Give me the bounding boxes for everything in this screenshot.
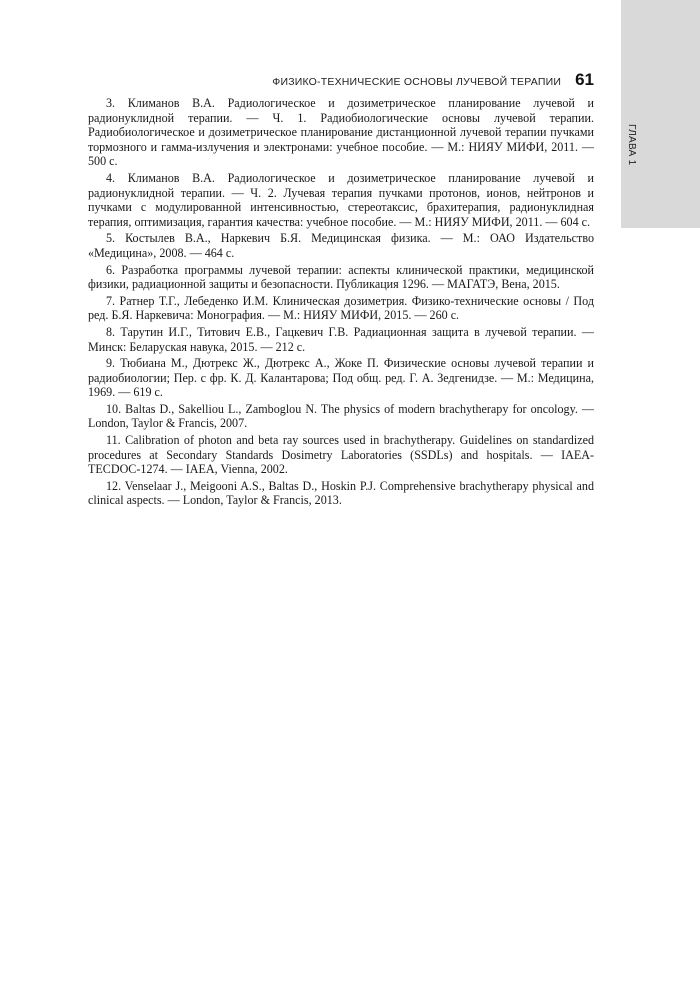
reference-item: 7. Ратнер Т.Г., Лебеденко И.М. Клиническая дозиметрия. Физико-технические основы / Под ред. Б.Я. Наркевича: Монография. — М.: НИЯУ МИФИ, 2015. — 260 с. — [88, 293, 594, 323]
reference-item: 10. Baltas D., Sakelliou L., Zamboglou N. The physics of modern brachytherapy for oncology. — London, Taylor & Francis, 2007. — [88, 401, 594, 431]
chapter-label: ГЛАВА 1 — [626, 124, 637, 166]
running-header-title: ФИЗИКО-ТЕХНИЧЕСКИЕ ОСНОВЫ ЛУЧЕВОЙ ТЕРАПИИ — [272, 76, 562, 88]
reference-list — [88, 96, 594, 510]
running-header — [272, 70, 594, 90]
page-number: 61 — [575, 70, 594, 89]
reference-item: 12. Venselaar J., Meigooni A.S., Baltas D., Hoskin P.J. Comprehensive brachytherapy physical and clinical aspects. — London, Taylor & Francis, 2013. — [88, 478, 594, 508]
reference-item: 4. Климанов В.А. Радиологическое и дозиметрическое планирование лучевой и радионуклидной терапии. — Ч. 2. Лучевая терапия пучками протонов, ионов, нейтронов и пучками с модулированной интенсивностью, стереотаксис, брахитерапия, радионуклидная терапия, оптимизация, гарантия качества: учебное пособие. — М.: НИЯУ МИФИ, 2011. — 604 с. — [88, 170, 594, 229]
reference-item: 6. Разработка программы лучевой терапии: аспекты клинической практики, медицинской физики, радиационной защиты и безопасности. Публикация 1296. — МАГАТЭ, Вена, 2015. — [88, 262, 594, 292]
reference-item: 11. Calibration of photon and beta ray sources used in brachytherapy. Guidelines on standardized procedures at Secondary Standards Dosimetry Laboratories (SSDLs) and hospitals. — IAEA-TECDOC-1274. — IAEA, Vienna, 2002. — [88, 433, 594, 477]
reference-item: 5. Костылев В.А., Наркевич Б.Я. Медицинская физика. — М.: ОАО Издательство «Медицина», 2008. — 464 с. — [88, 231, 594, 260]
chapter-side-tab — [621, 0, 700, 228]
reference-item: 8. Тарутин И.Г., Титович Е.В., Гацкевич Г.В. Радиационная защита в лучевой терапии. — Минск: Беларуская навука, 2015. — 212 с. — [88, 324, 594, 354]
reference-item: 9. Тюбиана М., Дютрекс Ж., Дютрекс А., Жоке П. Физические основы лучевой терапии и радиобиологии; Пер. с фр. К. Д. Калантарова; Под общ. ред. Г. А. Зедгенидзе. — М.: Медицина, 1969. — 619 с. — [88, 356, 594, 400]
reference-item: 3. Климанов В.А. Радиологическое и дозиметрическое планирование лучевой и радионуклидной терапии. — Ч. 1. Радиобиологические основы лучевой терапии. Радиобиологическое и дозиметрическое планирование дистанционной лучевой терапии пучками тормозного и гамма-излучения и электронами: учебное пособие. — М.: НИЯУ МИФИ, 2011. — 500 с. — [88, 96, 594, 169]
